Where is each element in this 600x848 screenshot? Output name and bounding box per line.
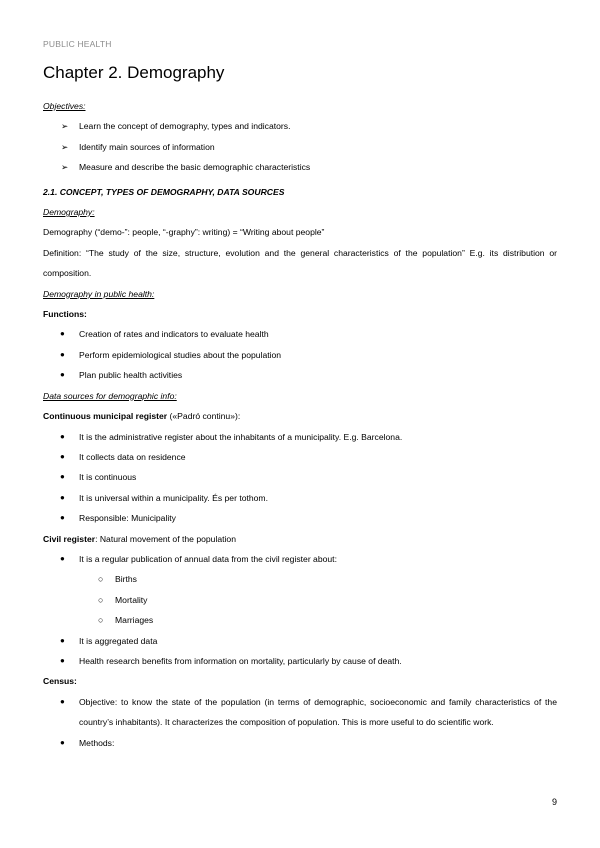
bullet-icon: ●: [60, 492, 65, 502]
page-content: [43, 96, 557, 753]
bullet-icon: ●: [60, 451, 65, 461]
objective-item: ➢ Learn the concept of demography, types and indicators.: [43, 116, 557, 136]
sub-list-item: ○ Mortality: [43, 590, 557, 610]
list-item: ● Methods:: [43, 733, 557, 753]
objectives-heading: Objectives:: [43, 101, 86, 111]
circle-bullet-icon: ○: [98, 594, 104, 605]
page-title: Chapter 2. Demography: [43, 63, 225, 82]
data-sources-heading: Data sources for demographic info:: [43, 390, 177, 401]
circle-bullet-icon: ○: [98, 574, 104, 585]
list-item: ● Plan public health activities: [43, 365, 557, 385]
bullet-icon: ●: [60, 349, 65, 359]
demography-definition: Definition: “The study of the size, structure, evolution and the general characteristics of the population” E.g. its distribution or composition.: [43, 247, 557, 279]
bullet-icon: ●: [60, 370, 65, 380]
bullet-icon: ●: [60, 737, 65, 747]
list-item: ● It is universal within a municipality. És per tothom.: [43, 488, 557, 508]
census-heading: Census:: [43, 676, 77, 687]
bullet-icon: ●: [60, 513, 65, 523]
page-number: 9: [551, 797, 557, 807]
demography-heading: Demography:: [43, 207, 95, 218]
arrow-bullet-icon: ➢: [61, 121, 69, 132]
arrow-bullet-icon: ➢: [61, 162, 69, 173]
bullet-icon: ●: [60, 635, 65, 645]
register-heading: Continuous municipal register («Padró continu»):: [43, 411, 241, 422]
list-item: ● Perform epidemiological studies about the population: [43, 345, 557, 365]
bullet-icon: ●: [60, 472, 65, 482]
objective-item: ➢ Identify main sources of information: [43, 137, 557, 157]
public-health-heading: Demography in public health:: [43, 288, 155, 299]
list-item: ● Responsible: Municipality: [43, 508, 557, 528]
sub-list-item: ○ Births: [43, 569, 557, 589]
running-header: PUBLIC HEALTH: [43, 39, 112, 49]
bullet-icon: ●: [60, 553, 65, 563]
functions-label: Functions:: [43, 309, 87, 320]
list-item: ● It is the administrative register about the inhabitants of a municipality. E.g. Barcelona.: [43, 427, 557, 447]
sub-list-item: ○ Marriages: [43, 610, 557, 630]
list-item: ● Objective: to know the state of the population (in terms of demographic, socioeconomic and family characteristics of the country’s inhabitants). It characterizes the composition of population. This is more useful to do scientific work.: [43, 692, 557, 733]
list-item: ● It is continuous: [43, 467, 557, 487]
section-title: 2.1. CONCEPT, TYPES OF DEMOGRAPHY, DATA SOURCES: [43, 186, 285, 197]
list-item: ● It is a regular publication of annual data from the civil register about:: [43, 549, 557, 569]
list-item: ● Health research benefits from information on mortality, particularly by cause of death.: [43, 651, 557, 671]
list-item: ● It is aggregated data: [43, 631, 557, 651]
arrow-bullet-icon: ➢: [61, 141, 69, 152]
civil-register-heading: Civil register: Natural movement of the population: [43, 533, 236, 544]
bullet-icon: ●: [60, 329, 65, 339]
list-item: ● Creation of rates and indicators to evaluate health: [43, 324, 557, 344]
demography-etymology: Demography (“demo-”: people, “-graphy”: writing) = “Writing about people”: [43, 227, 325, 238]
bullet-icon: ●: [60, 696, 65, 706]
bullet-icon: ●: [60, 655, 65, 665]
objective-item: ➢ Measure and describe the basic demographic characteristics: [43, 157, 557, 177]
list-item: ● It collects data on residence: [43, 447, 557, 467]
bullet-icon: ●: [60, 431, 65, 441]
circle-bullet-icon: ○: [98, 615, 104, 626]
